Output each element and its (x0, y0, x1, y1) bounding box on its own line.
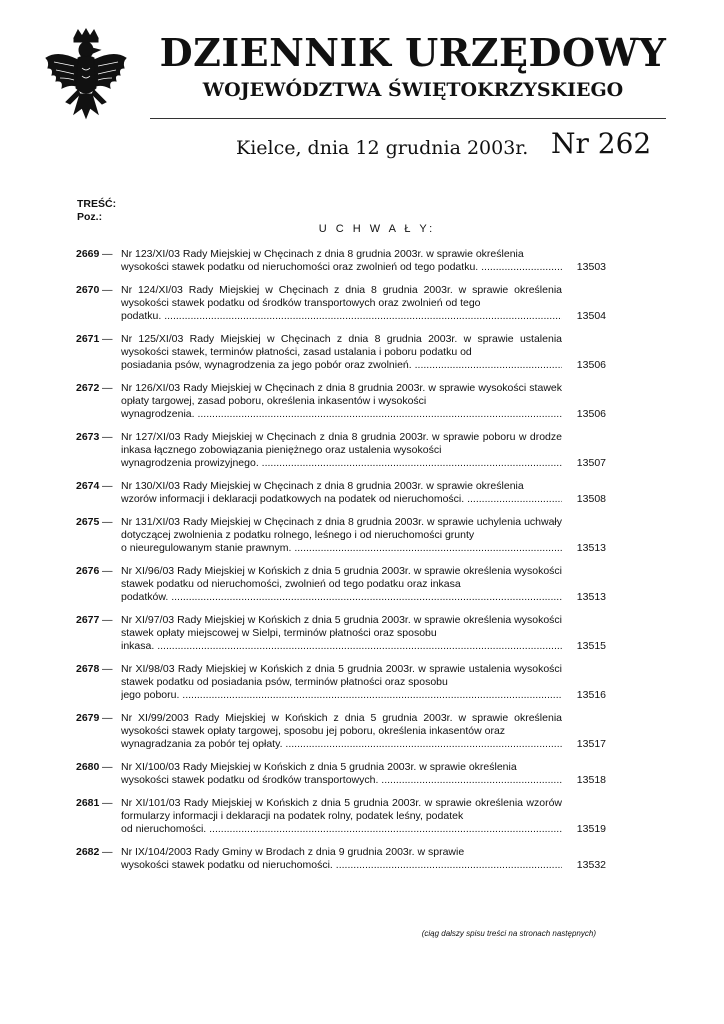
entry-title-text: Nr 125/XI/03 Rady Miejskiej w Chęcinach z dnia 8 grudnia 2003r. w sprawie ustalenia wysokości stawek, terminów płatności, zasad ustalania i poboru podatku od (121, 333, 562, 358)
journal-title: DZIENNIK URZĘDOWY (159, 30, 667, 75)
entry-dash: — (102, 284, 113, 296)
contents-heading (77, 198, 116, 224)
entry-dash: — (102, 761, 113, 773)
entry-position-number: 2682 (76, 846, 100, 858)
toc-entry (76, 846, 606, 872)
entry-page-number: 13506 (576, 359, 606, 371)
toc-entry (76, 565, 606, 604)
entry-title-last-line: wynagradzania za pobór tej opłaty. ..... (121, 738, 562, 751)
toc-entry (76, 248, 606, 274)
entry-position-number: 2675 (76, 516, 100, 528)
entry-dash: — (102, 382, 113, 394)
entry-title-text: Nr 131/XI/03 Rady Miejskiej w Chęcinach z dnia 8 grudnia 2003r. w sprawie uchylenia uchwały dotyczącej zwolnienia z podatku rolnego, leśnego i od nieruchomości grunty (121, 516, 562, 541)
entry-dash: — (102, 431, 113, 443)
entry-title-text: Nr IX/104/2003 Rady Gminy w Brodach z dnia 9 grudnia 2003r. w sprawie (121, 846, 465, 858)
entry-position-number: 2671 (76, 333, 100, 345)
entry-page-number: 13518 (576, 774, 606, 786)
entry-title-last-line: wzorów informacji i deklaracji podatkowych na podatek od nieruchomości. ..... (121, 493, 562, 506)
entry-dash: — (102, 663, 113, 675)
entry-position-number: 2672 (76, 382, 100, 394)
entry-dash: — (102, 333, 113, 345)
entry-page-number: 13515 (576, 640, 606, 652)
entry-title-last-line: o nieuregulowanym stanie prawnym. ..... (121, 542, 562, 555)
header-divider (150, 118, 666, 119)
entry-title-last-line: posiadania psów, wynagrodzenia za jego pobór oraz zwolnień. ..... (121, 359, 562, 372)
entry-title-last-line: inkasa. ..... (121, 640, 562, 653)
entry-dash: — (102, 480, 113, 492)
toc-entry (76, 614, 606, 653)
entry-page-number: 13504 (576, 310, 606, 322)
entry-position-number: 2676 (76, 565, 100, 577)
entry-title-text: Nr XI/100/03 Rady Miejskiej w Końskich z dnia 5 grudnia 2003r. w sprawie określenia (121, 761, 517, 773)
entry-page-number: 13516 (576, 689, 606, 701)
entry-title (121, 761, 562, 787)
toc-entry (76, 797, 606, 836)
entry-position-number: 2669 (76, 248, 100, 260)
entry-page-number: 13508 (576, 493, 606, 505)
entry-position-number: 2680 (76, 761, 100, 773)
entry-title-text: Nr XI/96/03 Rady Miejskiej w Końskich z dnia 5 grudnia 2003r. w sprawie określenia wysokości stawek podatku od nieruchomości, zwolnień od tego podatku oraz inkasa (121, 565, 562, 590)
issue-dateline: Kielce, dnia 12 grudnia 2003r. (236, 137, 529, 159)
table-of-contents (76, 248, 606, 882)
entry-position-number: 2679 (76, 712, 100, 724)
entry-page-number: 13507 (576, 457, 606, 469)
entry-dash: — (102, 614, 113, 626)
entry-dash: — (102, 712, 113, 724)
entry-title (121, 284, 562, 323)
entry-title-text: Nr XI/99/2003 Rady Miejskiej w Końskich z dnia 5 grudnia 2003r. w sprawie określenia wysokości stawek opłaty targowej, sposobu jej poboru, określenia inkasentów oraz (121, 712, 562, 737)
entry-title (121, 333, 562, 372)
entry-position-number: 2681 (76, 797, 100, 809)
toc-entry (76, 663, 606, 702)
entry-dash: — (102, 248, 113, 260)
entry-dash: — (102, 846, 113, 858)
entry-title-last-line: podatków. ..... (121, 591, 562, 604)
toc-entry (76, 480, 606, 506)
entry-page-number: 13532 (576, 859, 606, 871)
entry-position-number: 2674 (76, 480, 100, 492)
entry-title-text: Nr 126/XI/03 Rady Miejskiej w Chęcinach z dnia 8 grudnia 2003r. w sprawie wysokości stawek opłaty targowej, zasad poboru, określenia inkasentów i wysokości (121, 382, 562, 407)
entry-dash: — (102, 516, 113, 528)
toc-entry (76, 382, 606, 421)
entry-title-text: Nr 127/XI/03 Rady Miejskiej w Chęcinach z dnia 8 grudnia 2003r. w sprawie poboru w drodze inkasa łącznego zobowiązania pieniężnego oraz ustalenia wysokości (121, 431, 562, 456)
position-label: Poz.: (77, 211, 103, 223)
entry-title-last-line: podatku. ..... (121, 310, 562, 323)
entry-title-text: Nr XI/101/03 Rady Miejskiej w Końskich z dnia 5 grudnia 2003r. w sprawie określenia wzorów formularzy informacji i deklaracji na podatek rolny, podatek leśny, podatek (121, 797, 562, 822)
entry-title-text: Nr 124/XI/03 Rady Miejskiej w Chęcinach z dnia 8 grudnia 2003r. w sprawie określenia wysokości stawek podatku od środków transportowych oraz zwolnień od tego (121, 284, 562, 309)
continued-note: (ciąg dalszy spisu treści na stronach następnych) (421, 929, 596, 938)
entry-title-last-line: wysokości stawek podatku od nieruchomości. ..... (121, 859, 562, 872)
entry-page-number: 13506 (576, 408, 606, 420)
entry-title-text: Nr XI/98/03 Rady Miejskiej w Końskich z dnia 5 grudnia 2003r. w sprawie ustalenia wysokości stawek podatku od posiadania psów, terminów płatności oraz sposobu (121, 663, 562, 688)
entry-dash: — (102, 797, 113, 809)
journal-subtitle: WOJEWÓDZTWA ŚWIĘTOKRZYSKIEGO (202, 79, 624, 101)
toc-entry (76, 712, 606, 751)
entry-page-number: 13517 (576, 738, 606, 750)
entry-title-last-line: od nieruchomości. ..... (121, 823, 562, 836)
entry-title (121, 797, 562, 836)
toc-entry (76, 333, 606, 372)
entry-title-last-line: wynagrodzenia. ..... (121, 408, 562, 421)
entry-dash: — (102, 565, 113, 577)
entry-title (121, 565, 562, 604)
entry-page-number: 13513 (576, 542, 606, 554)
entry-title-text: Nr 123/XI/03 Rady Miejskiej w Chęcinach z dnia 8 grudnia 2003r. w sprawie określenia (121, 248, 524, 260)
toc-entry (76, 516, 606, 555)
entry-title-last-line: wysokości stawek podatku od środków transportowych. ..... (121, 774, 562, 787)
entry-title (121, 431, 562, 470)
entry-title-text: Nr 130/XI/03 Rady Miejskiej w Chęcinach z dnia 8 grudnia 2003r. w sprawie określenia (121, 480, 524, 492)
toc-entry (76, 284, 606, 323)
entry-page-number: 13503 (576, 261, 606, 273)
entry-position-number: 2670 (76, 284, 100, 296)
entry-title (121, 846, 562, 872)
entry-title (121, 480, 562, 506)
entry-title (121, 663, 562, 702)
toc-entry (76, 761, 606, 787)
entry-position-number: 2673 (76, 431, 100, 443)
entry-title-text: Nr XI/97/03 Rady Miejskiej w Końskich z dnia 5 grudnia 2003r. w sprawie określenia wysokości stawek opłaty miejscowej w Sielpi, terminów płatności oraz sposobu (121, 614, 562, 639)
entry-title (121, 712, 562, 751)
entry-title (121, 614, 562, 653)
entry-page-number: 13519 (576, 823, 606, 835)
polish-eagle-emblem-icon (40, 28, 132, 128)
entry-title (121, 382, 562, 421)
entry-title-last-line: jego poboru. ..... (121, 689, 562, 702)
entry-title-last-line: wysokości stawek podatku od nieruchomości oraz zwolnień od tego podatku. ..... (121, 261, 562, 274)
issue-number: Nr 262 (551, 127, 652, 160)
entry-title (121, 516, 562, 555)
entry-position-number: 2678 (76, 663, 100, 675)
entry-title (121, 248, 562, 274)
contents-label: TREŚĆ: (77, 198, 117, 210)
entry-position-number: 2677 (76, 614, 100, 626)
entry-title-last-line: wynagrodzenia prowizyjnego. ..... (121, 457, 562, 470)
toc-entry (76, 431, 606, 470)
entry-page-number: 13513 (576, 591, 606, 603)
section-title: U C H W A Ł Y: (318, 223, 436, 235)
